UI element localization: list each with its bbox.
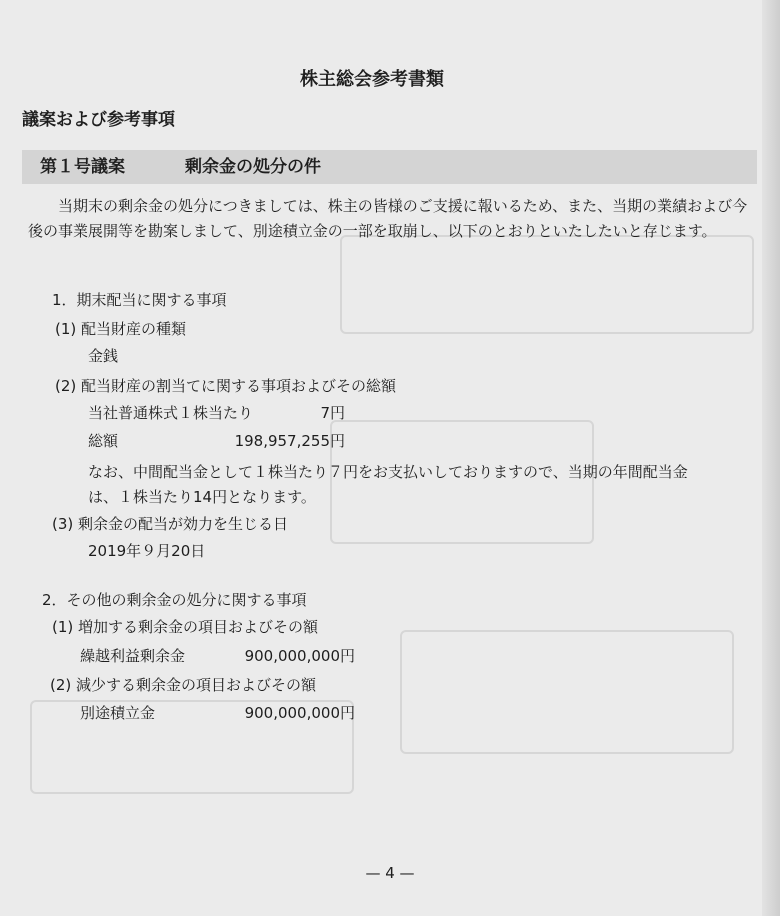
dividend-total-value: 198,957,255円: [234, 432, 345, 450]
proposal-name: 剰余金の処分の件: [185, 157, 321, 177]
bleed-through: [20, 62, 27, 86]
note-line-2: は、１株当たり14円となります。: [88, 488, 316, 506]
page-edge: [762, 0, 780, 916]
proposal-band: [22, 150, 757, 184]
section1-item2-label: (2) 配当財産の割当てに関する事項およびその総額: [55, 377, 397, 395]
section-heading: 議案および参考事項: [22, 110, 175, 130]
effective-date: 2019年９月20日: [88, 542, 206, 560]
dividen-per-share-label: 当社普通株式１株当たり: [88, 404, 254, 422]
intro-paragraph: 当期末の剰余金の処分につきましては、株主の皆様のご支援に報いるため、また、当期の業績および今後の事業展開等を勘案しまして、別途積立金の一部を取崩し、以下のとおりといたしたいと存じます。: [28, 197, 748, 240]
decrease-item-value: 900,000,000円: [244, 704, 355, 722]
section1-item1-value: 金銭: [88, 347, 119, 365]
increase-item-label: 繰越利益剰余金: [80, 647, 186, 665]
section2-item1-label: (1) 増加する剰余金の項目およびその額: [52, 618, 319, 636]
proposal-number: 第１号議案: [40, 157, 125, 177]
dividend-per-share-value: 7円: [320, 404, 345, 422]
section2-heading: 2．その他の剰余金の処分に関する事項: [42, 591, 307, 609]
bleed-through-box: [330, 420, 594, 544]
section2-item2-label: (2) 減少する剰余金の項目およびその額: [50, 676, 317, 694]
bleed-through-box: [400, 630, 734, 754]
note-line-1: なお、中間配当金として１株当たり７円をお支払いしておりますので、当期の年間配当金: [88, 463, 688, 481]
section1-heading: 1．期末配当に関する事項: [52, 291, 227, 309]
section1-item3-label: (3) 剰余金の配当が効力を生じる日: [52, 515, 289, 533]
page-number: — 4 —: [365, 864, 415, 882]
bleed-through-box: [340, 235, 754, 334]
decrease-item-label: 別途積立金: [80, 704, 156, 722]
increase-item-value: 900,000,000円: [244, 647, 355, 665]
dividend-total-label: 総額: [88, 432, 119, 450]
section1-item1-label: (1) 配当財産の種類: [55, 320, 187, 338]
page-title: 株主総会参考書類: [300, 69, 444, 90]
